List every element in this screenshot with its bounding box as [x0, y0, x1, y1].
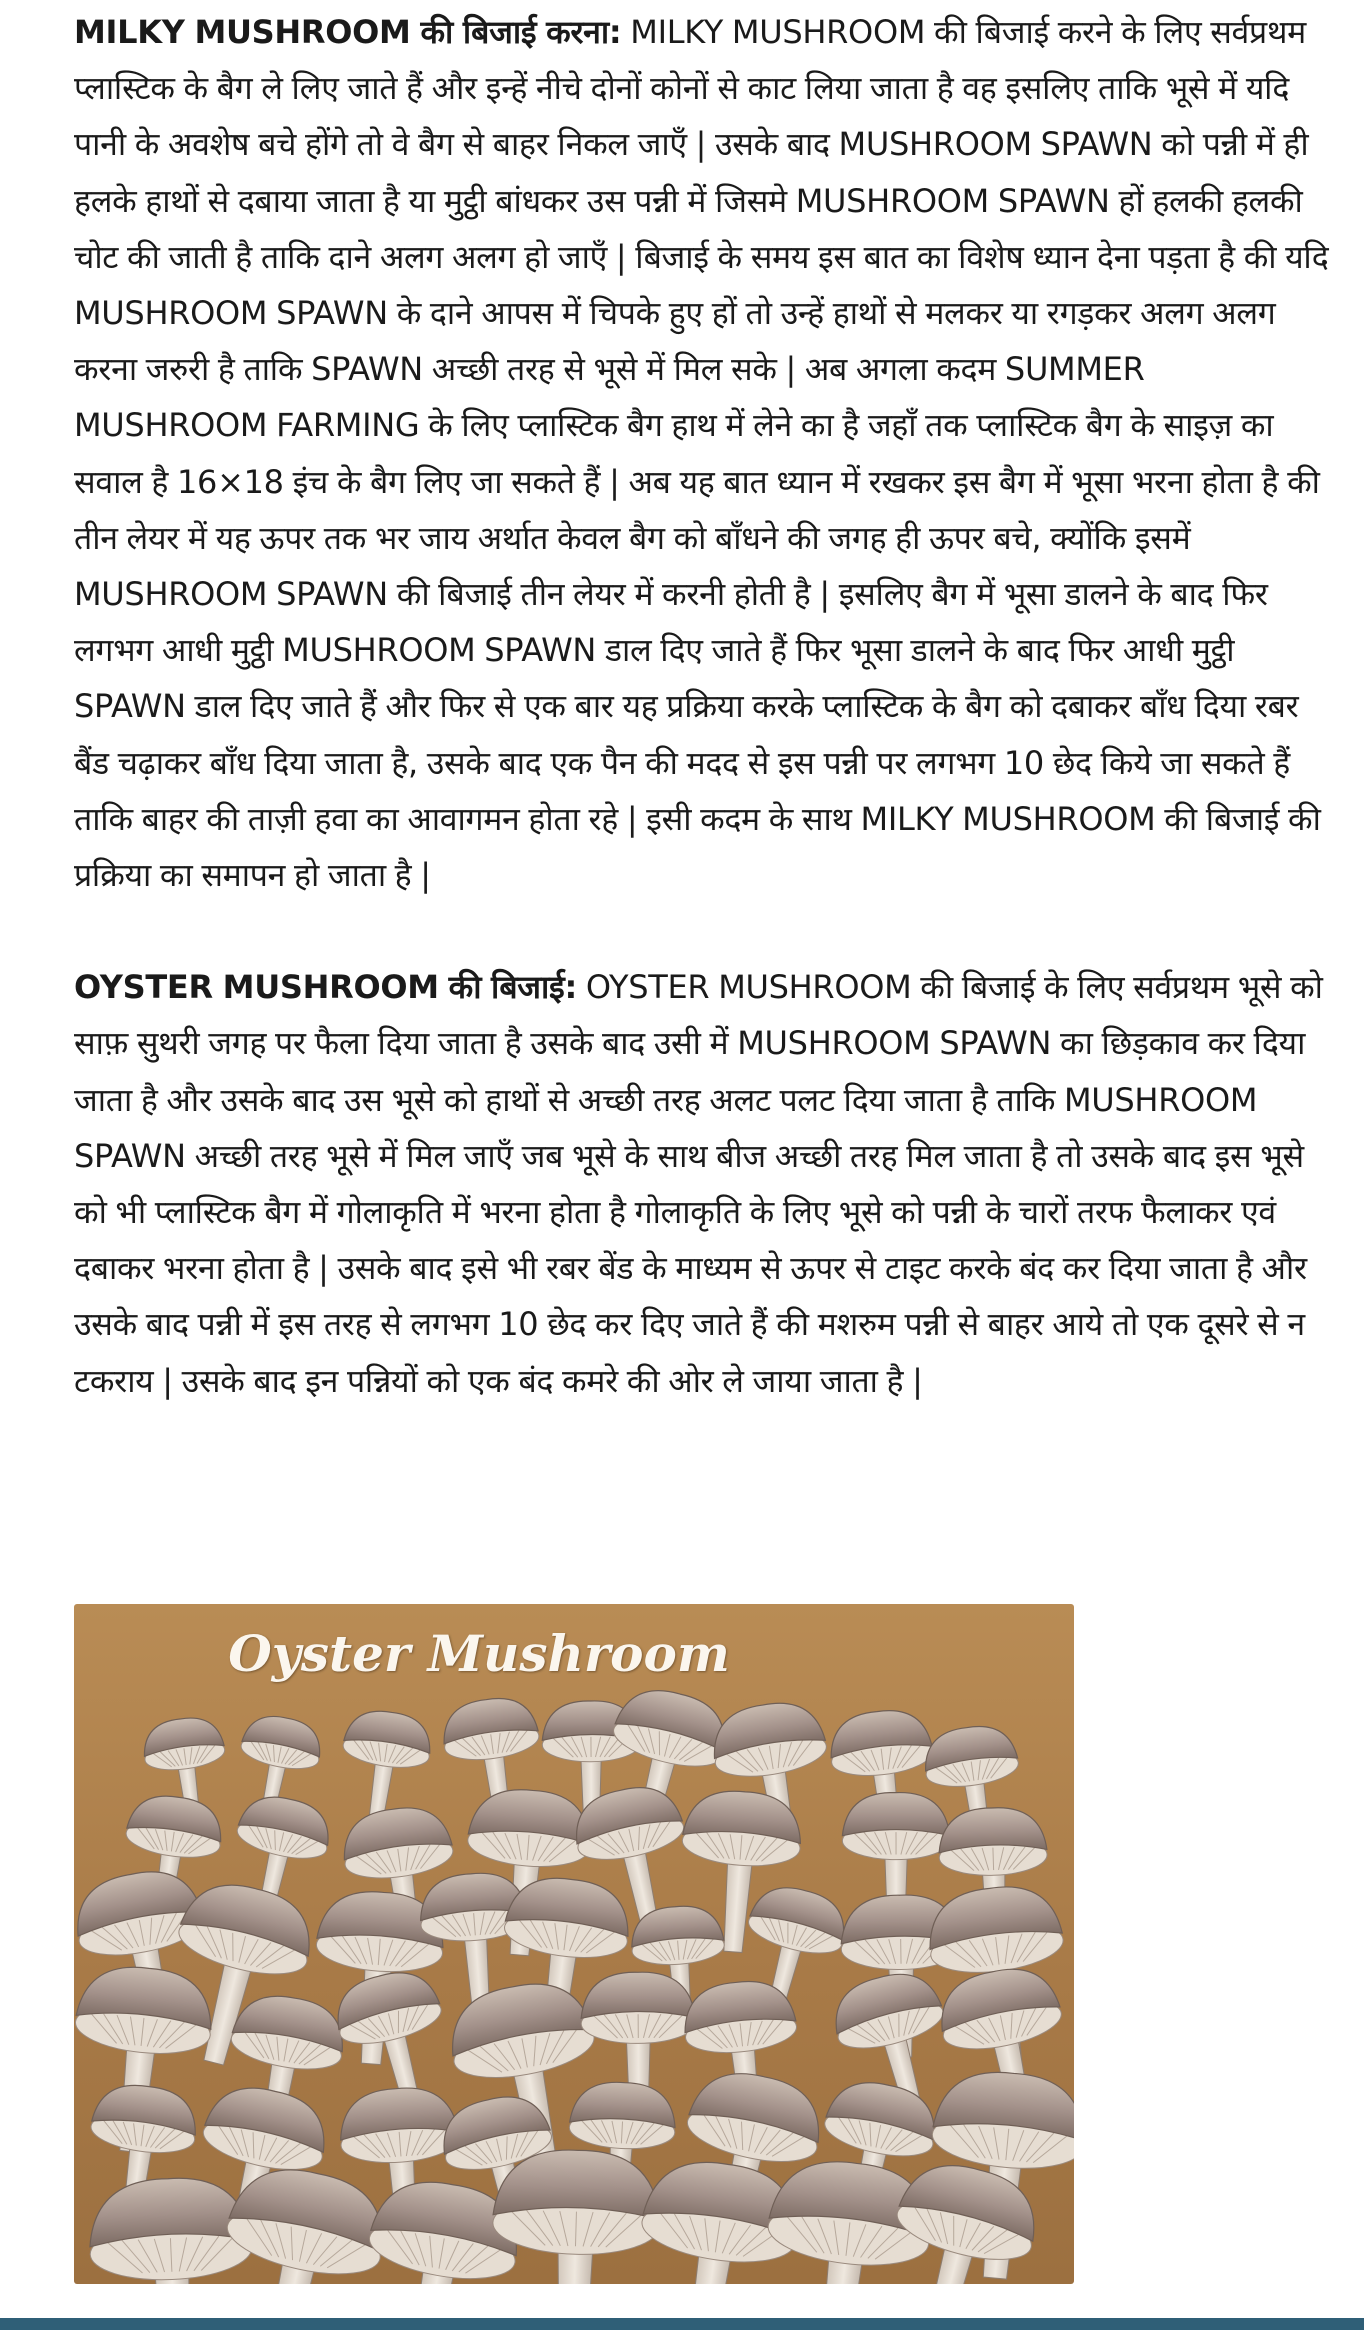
- oyster-mushroom-image: [74, 1604, 1074, 2284]
- milky-mushroom-heading: MILKY MUSHROOM की बिजाई करना:: [74, 13, 622, 51]
- oyster-mushroom-heading: OYSTER MUSHROOM की बिजाई:: [74, 968, 577, 1007]
- page-bottom-bar: [0, 2318, 1364, 2330]
- article-body: [74, 0, 1336, 1409]
- mushroom-cluster-illustration: [74, 1604, 1074, 2284]
- oyster-mushroom-paragraph: [74, 959, 1336, 1409]
- milky-mushroom-paragraph: [74, 4, 1336, 903]
- image-caption: Oyster Mushroom: [228, 1624, 730, 1683]
- milky-mushroom-text: MILKY MUSHROOM की बिजाई करने के लिए सर्वप्रथम प्लास्टिक के बैग ले लिए जाते हैं और इन्हें नीचे दोनों कोनों से काट लिया जाता है वह इसलिए ताकि भूसे में यदि पानी के अवशेष बचे होंगे तो वे बैग से बाहर निकल जाएँ | उसके बाद MUSHROOM SPAWN को पन्नी में ही हलके हाथों से दबाया जाता है या मुट्ठी बांधकर उस पन्नी में जिसमे MUSHROOM SPAWN हों हलकी हलकी चोट की जाती है ताकि दाने अलग अलग हो जाएँ | बिजाई के समय इस बात का विशेष ध्यान देना पड़ता है की यदि MUSHROOM SPAWN के दाने आपस में चिपके हुए हों तो उन्हें हाथों से मलकर या रगड़कर अलग अलग करना जरुरी है ताकि SPAWN अच्छी तरह से भूसे में मिल सके | अब अगला कदम SUMMER MUSHROOM FARMING के लिए प्लास्टिक बैग हाथ में लेने का है जहाँ तक प्लास्टिक बैग के साइज़ का सवाल है 16×18 इंच के बैग लिए जा सकते हैं | अब यह बात ध्यान में रखकर इस बैग में भूसा भरना होता है की तीन लेयर में यह ऊपर तक भर जाय अर्थात केवल बैग को बाँधने की जगह ही ऊपर बचे, क्योंकि इसमें MUSHROOM SPAWN की बिजाई तीन लेयर में करनी होती है | इसलिए बैग में भूसा डालने के बाद फिर लगभग आधी मुट्ठी MUSHROOM SPAWN डाल दिए जाते हैं फिर भूसा डालने के बाद फिर आधी मुट्ठी SPAWN डाल दिए जाते हैं और फिर से एक बार यह प्रक्रिया करके प्लास्टिक के बैग को दबाकर बाँध दिया रबर बैंड चढ़ाकर बाँध दिया जाता है, उसके बाद एक पैन की मदद से इस पन्नी पर लगभग 10 छेद किये जा सकते हैं ताकि बाहर की ताज़ी हवा का आवागमन होता रहे | इसी कदम के साथ MILKY MUSHROOM की बिजाई की प्रक्रिया का समापन हो जाता है |: [74, 13, 1329, 895]
- oyster-mushroom-text: OYSTER MUSHROOM की बिजाई के लिए सर्वप्रथम भूसे को साफ़ सुथरी जगह पर फैला दिया जाता है उसके बाद उसी में MUSHROOM SPAWN का छिड़काव कर दिया जाता है और उसके बाद उस भूसे को हाथों से अच्छी तरह अलट पलट दिया जाता है ताकि MUSHROOM SPAWN अच्छी तरह भूसे में मिल जाएँ जब भूसे के साथ बीज अच्छी तरह मिल जाता है तो उसके बाद इस भूसे को भी प्लास्टिक बैग में गोलाकृति में भरना होता है गोलाकृति के लिए भूसे को पन्नी के चारों तरफ फैलाकर एवं दबाकर भरना होता है | उसके बाद इसे भी रबर बेंड के माध्यम से ऊपर से टाइट करके बंद कर दिया जाता है और उसके बाद पन्नी में इस तरह से लगभग 10 छेद कर दिए जाते हैं की मशरुम पन्नी से बाहर आये तो एक दूसरे से न टकराय | उसके बाद इन पन्नियों को एक बंद कमरे की ओर ले जाया जाता है |: [74, 968, 1323, 1400]
